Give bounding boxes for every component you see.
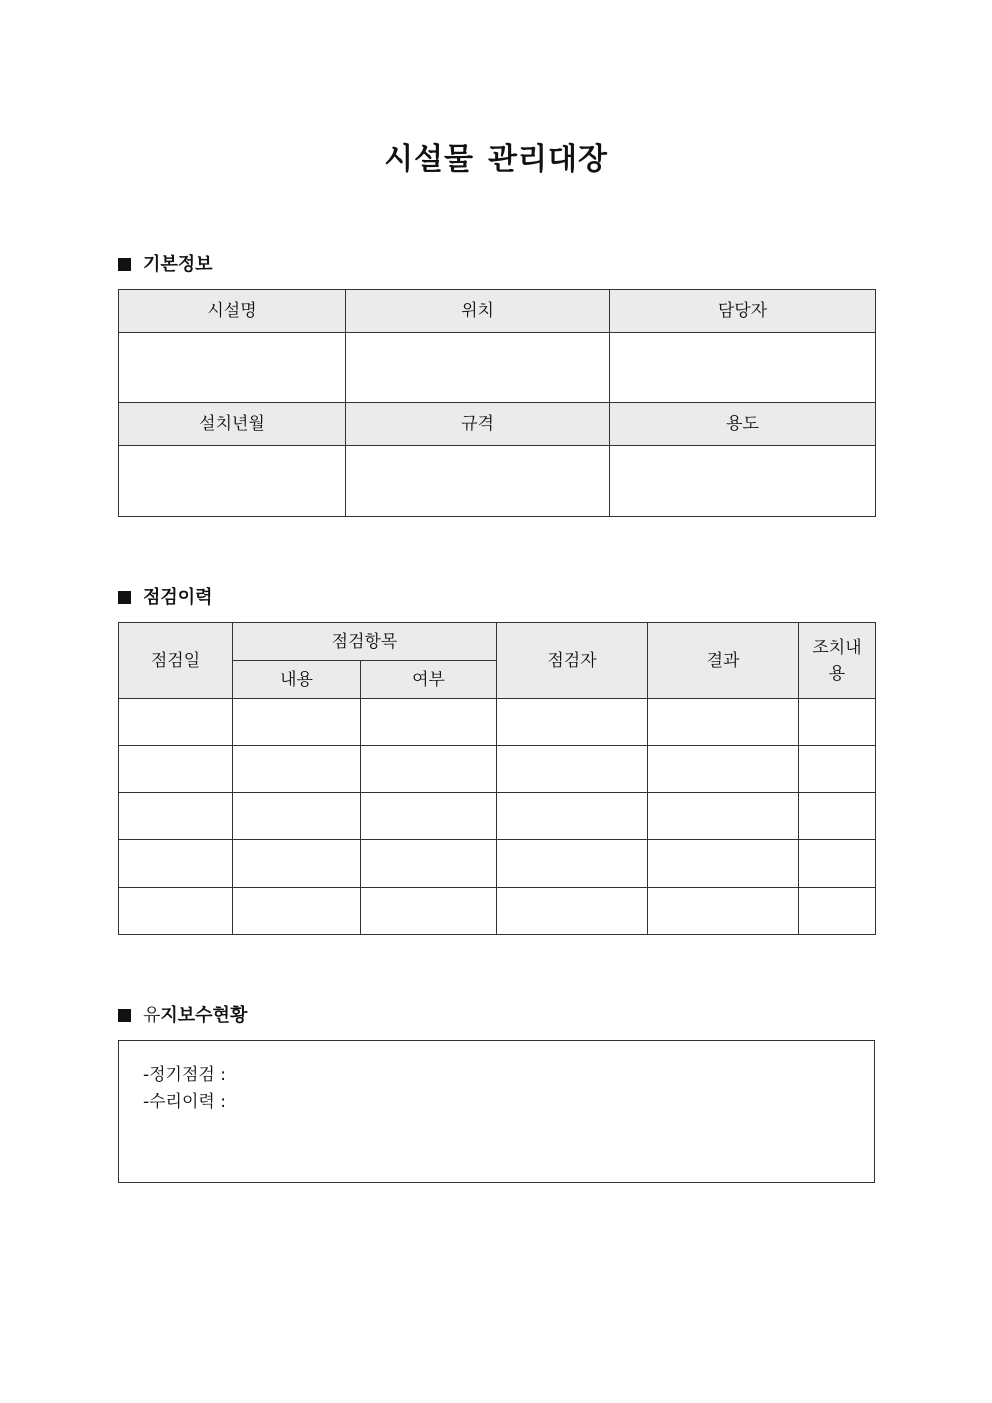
repair-history-line: -수리이력 : [143,1092,226,1112]
specification-cell[interactable] [346,446,610,517]
square-bullet-icon [118,591,131,604]
header-inspection-date: 점검일 [119,623,233,699]
header-action-taken [799,623,876,699]
header-item-status: 여부 [361,661,497,699]
table-row [119,840,876,888]
header-facility-name: 시설명 [119,290,346,333]
inspection-table [118,622,876,935]
result-cell[interactable] [648,746,799,793]
item-status-cell[interactable] [361,840,497,888]
square-bullet-icon [118,258,131,271]
title-word-facility: 시설물 [384,142,475,177]
item-status-cell[interactable] [361,888,497,935]
header-result: 결과 [648,623,799,699]
header-location: 위치 [346,290,610,333]
header-action-line1: 조치내 [812,637,862,658]
item-content-cell[interactable] [233,888,361,935]
inspection-date-cell[interactable] [119,888,233,935]
section-heading-maintenance [118,1004,247,1028]
table-row [119,746,876,793]
action-cell[interactable] [799,888,876,935]
action-cell[interactable] [799,840,876,888]
section-heading-inspection [118,586,213,610]
action-cell[interactable] [799,793,876,840]
page-title [0,134,992,178]
result-cell[interactable] [648,699,799,746]
item-status-cell[interactable] [361,699,497,746]
facility-name-cell[interactable] [119,333,346,403]
manager-cell[interactable] [610,333,876,403]
inspector-cell[interactable] [497,888,648,935]
action-cell[interactable] [799,746,876,793]
maintenance-notes-box[interactable] [118,1040,875,1183]
result-cell[interactable] [648,888,799,935]
usage-cell[interactable] [610,446,876,517]
header-specification: 규격 [346,403,610,446]
item-content-cell[interactable] [233,699,361,746]
inspector-cell[interactable] [497,746,648,793]
item-content-cell[interactable] [233,793,361,840]
regular-inspection-line: -정기점검 : [143,1065,226,1085]
square-bullet-icon [118,1009,131,1022]
header-inspector: 점검자 [497,623,648,699]
title-word-register: 관리대장 [488,142,608,177]
table-row [119,793,876,840]
basic-info-table [118,289,876,517]
header-inspection-items: 점검항목 [233,623,497,661]
inspector-cell[interactable] [497,793,648,840]
table-row [119,888,876,935]
table-row [119,699,876,746]
header-install-date: 설치년월 [119,403,346,446]
section-heading-label: 기본정보 [143,254,213,275]
inspection-date-cell[interactable] [119,840,233,888]
result-cell[interactable] [648,840,799,888]
header-usage: 용도 [610,403,876,446]
action-cell[interactable] [799,699,876,746]
header-manager: 담당자 [610,290,876,333]
item-status-cell[interactable] [361,746,497,793]
inspector-cell[interactable] [497,699,648,746]
inspection-date-cell[interactable] [119,793,233,840]
section-heading-label: 점검이력 [143,587,213,608]
section-heading-prefix: 유 [143,1005,161,1026]
location-cell[interactable] [346,333,610,403]
header-item-content: 내용 [233,661,361,699]
item-content-cell[interactable] [233,840,361,888]
install-date-cell[interactable] [119,446,346,517]
item-content-cell[interactable] [233,746,361,793]
inspection-date-cell[interactable] [119,746,233,793]
inspector-cell[interactable] [497,840,648,888]
inspection-date-cell[interactable] [119,699,233,746]
header-action-line2: 용 [828,663,846,684]
result-cell[interactable] [648,793,799,840]
item-status-cell[interactable] [361,793,497,840]
section-heading-basic-info [118,253,213,277]
section-heading-label: 지보수현황 [160,1005,248,1026]
